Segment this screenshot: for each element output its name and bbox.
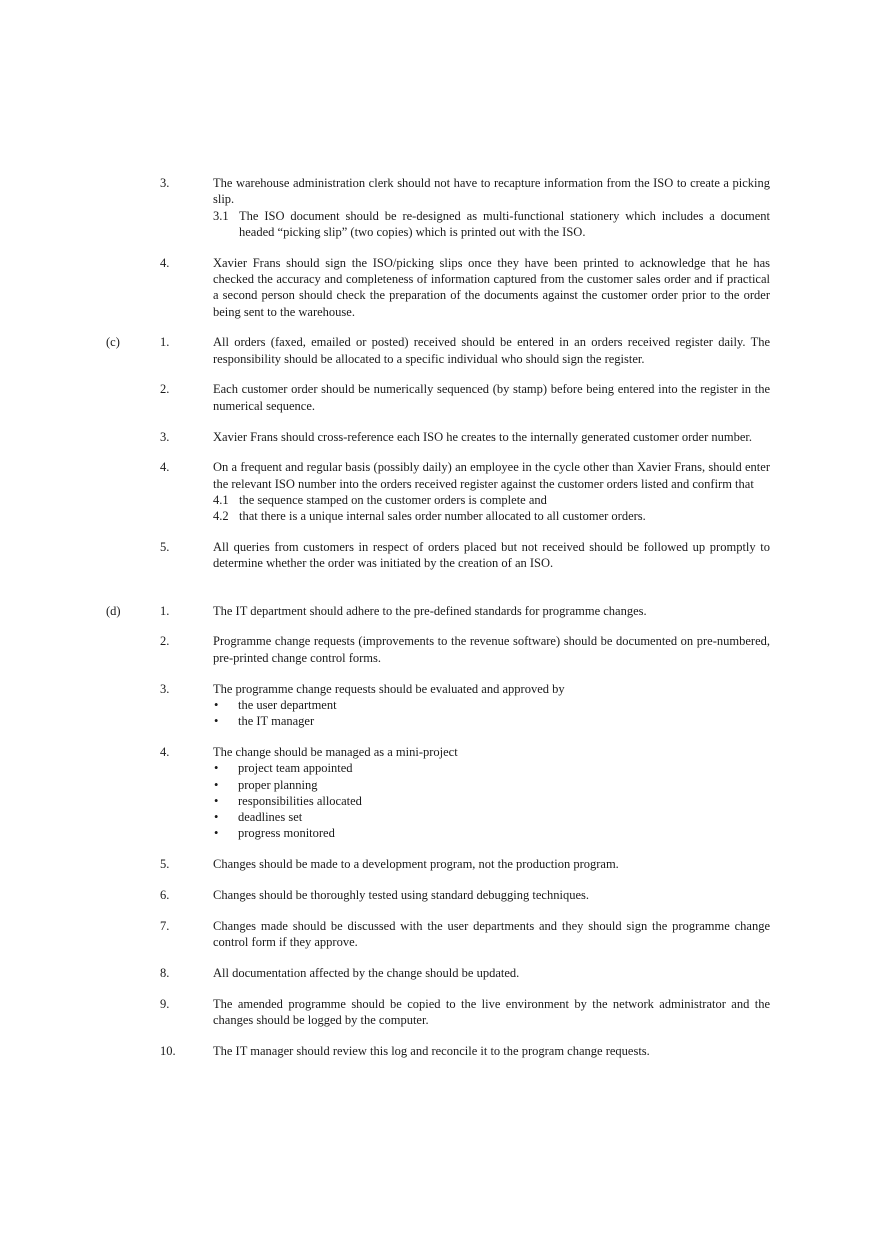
- item-number: 3.: [160, 681, 170, 696]
- bullet-item: [213, 777, 770, 793]
- bullet-item: [213, 713, 770, 729]
- item-number: 3.: [160, 176, 170, 190]
- bullet-item: [213, 760, 770, 776]
- bullet-glyph: •: [214, 761, 219, 776]
- item-text: All orders (faxed, emailed or posted) received should be entered in an orders received register daily. The responsibility should be allocated to a specific individual who should sign the register.: [213, 335, 770, 366]
- bullet-item: [213, 793, 770, 809]
- item-number: 10.: [160, 1043, 176, 1058]
- bullet-text: proper planning: [238, 777, 318, 792]
- bullet-glyph: •: [214, 777, 219, 792]
- item-text: Changes should be thoroughly tested using standard debugging techniques.: [213, 888, 589, 902]
- sub-item-number: 3.1: [213, 208, 229, 223]
- item-text: Xavier Frans should sign the ISO/picking slips once they have been printed to acknowledge that he has checked the accuracy and completeness of information captured from the customer sales order and if practical a second person should check the preparation of the documents against the customer order prior to the order being sent to the warehouse.: [213, 255, 770, 319]
- list-item-c-4: [0, 459, 880, 524]
- bullet-text: responsibilities allocated: [238, 793, 362, 808]
- bullet-text: deadlines set: [238, 810, 303, 825]
- item-number: 1.: [160, 335, 170, 350]
- bullet-glyph: •: [214, 810, 219, 825]
- item-number: 4.: [160, 460, 170, 475]
- item-number: 6.: [160, 888, 170, 902]
- item-number: 4.: [160, 744, 170, 759]
- list-item-d-9: [0, 996, 880, 1029]
- list-item-d-8: [0, 965, 880, 981]
- bullet-glyph: •: [214, 697, 219, 712]
- section-label-c: (c): [106, 335, 120, 350]
- list-item-b-3: [0, 175, 880, 240]
- item-text: All documentation affected by the change should be updated.: [213, 965, 520, 980]
- item-text: The IT department should adhere to the pre-defined standards for programme changes.: [213, 603, 647, 618]
- item-text: The programme change requests should be evaluated and approved by: [213, 681, 565, 696]
- bullet-text: the user department: [238, 697, 337, 712]
- list-item-d-2: [0, 633, 880, 666]
- item-number: 1.: [160, 603, 170, 618]
- sub-item: [213, 208, 770, 241]
- bullet-glyph: •: [214, 793, 219, 808]
- bullet-glyph: •: [214, 714, 219, 729]
- list-item-b-4: [0, 255, 880, 320]
- item-text: All queries from customers in respect of orders placed but not received should be followed up promptly to determine whether the order was initiated by the creation of an ISO.: [213, 540, 770, 571]
- bullet-item: [213, 825, 770, 841]
- list-item-d-1: [0, 603, 880, 619]
- list-item-d-6: [0, 887, 880, 903]
- list-item-d-3: [0, 681, 880, 730]
- bullet-item: [213, 697, 770, 713]
- sub-item-number: 4.2: [213, 509, 229, 524]
- document-page: [0, 175, 880, 1074]
- item-text: The amended programme should be copied to the live environment by the network administrator and the changes should be logged by the computer.: [213, 996, 770, 1027]
- sub-item-text: the sequence stamped on the customer orders is complete and: [239, 492, 547, 507]
- list-item-c-3: [0, 429, 880, 445]
- item-number: 8.: [160, 965, 170, 980]
- sub-item-number: 4.1: [213, 492, 229, 507]
- item-text: The warehouse administration clerk should not have to recapture information from the ISO to create a picking slip.: [213, 176, 770, 207]
- sub-item: [213, 492, 770, 508]
- list-item-d-4: [0, 744, 880, 842]
- item-number: 5.: [160, 540, 170, 555]
- item-text: Changes made should be discussed with the user departments and they should sign the programme change control form if they approve.: [213, 918, 770, 950]
- item-number: 2.: [160, 634, 170, 649]
- section-label-d: (d): [106, 603, 121, 618]
- bullet-text: progress monitored: [238, 826, 335, 841]
- item-text: Xavier Frans should cross-reference each ISO he creates to the internally generated customer order number.: [213, 429, 753, 444]
- item-text: The IT manager should review this log and reconcile it to the program change requests.: [213, 1043, 650, 1058]
- list-item-c-2: [0, 381, 880, 414]
- list-item-d-10: [0, 1043, 880, 1059]
- item-number: 4.: [160, 255, 170, 270]
- sub-item-text: The ISO document should be re-designed as multi-functional stationery which includes a document headed “picking slip” (two copies) which is printed out with the ISO.: [239, 208, 770, 239]
- item-text: Programme change requests (improvements to the revenue software) should be documented on pre-numbered, pre-printed change control forms.: [213, 634, 770, 665]
- item-text: Each customer order should be numerically sequenced (by stamp) before being entered into the register in the numerical sequence.: [213, 382, 770, 413]
- item-number: 9.: [160, 996, 170, 1011]
- sub-item-text: that there is a unique internal sales order number allocated to all customer orders.: [239, 509, 646, 524]
- list-item-c-5: [0, 539, 880, 572]
- item-number: 3.: [160, 429, 170, 444]
- bullet-item: [213, 809, 770, 825]
- item-text: Changes should be made to a development program, not the production program.: [213, 857, 619, 872]
- bullet-text: the IT manager: [238, 714, 315, 729]
- item-number: 5.: [160, 857, 170, 872]
- item-number: 7.: [160, 918, 170, 933]
- list-item-c-1: [0, 334, 880, 367]
- list-item-d-5: [0, 856, 880, 872]
- bullet-glyph: •: [214, 826, 219, 841]
- list-item-d-7: [0, 918, 880, 951]
- item-text: On a frequent and regular basis (possibly daily) an employee in the cycle other than Xavier Frans, should enter the relevant ISO number into the orders received register against the customer orders listed and confirm that: [213, 460, 770, 491]
- sub-item: [213, 508, 770, 524]
- bullet-text: project team appointed: [238, 761, 353, 776]
- item-text: The change should be managed as a mini-project: [213, 744, 458, 759]
- item-number: 2.: [160, 382, 170, 397]
